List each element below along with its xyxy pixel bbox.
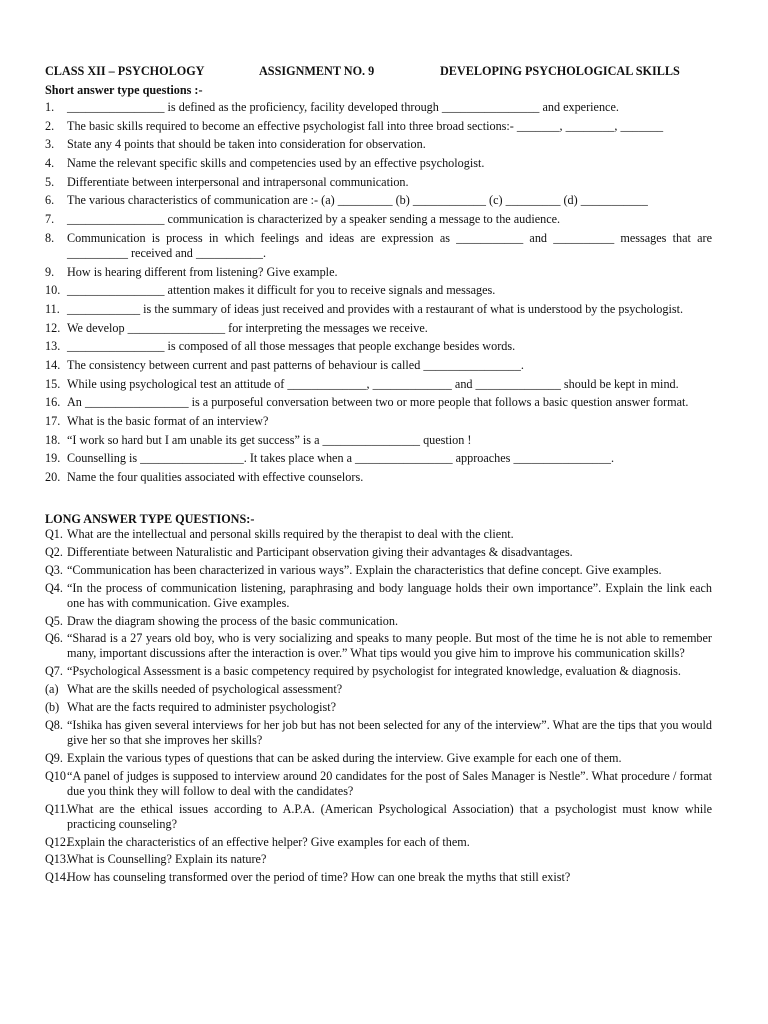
item-number: 7. (45, 212, 55, 227)
item-text: What are the skills needed of psychological assessment? (67, 682, 343, 697)
list-item (45, 870, 712, 885)
list-item (45, 395, 712, 410)
item-number: Q10 (45, 768, 66, 783)
item-text: An _________________ is a purposeful conversation between two or more people that follows a basic question answer format. (67, 395, 689, 410)
item-text: “In the process of communication listening, paraphrasing and body language holds their own importance”. Explain the link each one has with communication. Give examples. (67, 580, 712, 610)
item-number: 17. (45, 414, 61, 428)
list-item (45, 175, 712, 190)
item-number: 6. (45, 193, 55, 208)
item-text: “Ishika has given several interviews for her job but has not been selected for any of the interview”. What are the tips that you would give her so that she improves her skills? (67, 718, 712, 748)
list-item (45, 527, 712, 542)
item-number: 19. (45, 451, 61, 466)
list-item (45, 802, 712, 832)
item-text: What are the ethical issues according to A.P.A. (American Psychological Association) that a psychologist must know while practicing counseling? (67, 801, 712, 831)
item-text: Explain the characteristics of an effective helper? Give examples for each of them. (67, 834, 470, 849)
list-item (45, 156, 712, 171)
item-text: “Communication has been characterized in various ways”. Explain the characteristics that define concept. Give examples. (67, 562, 662, 577)
long-answer-title: LONG ANSWER TYPE QUESTIONS:- (45, 512, 255, 526)
item-text: ________________ is defined as the proficiency, facility developed through ________________ and experience. (67, 100, 619, 114)
list-item (45, 321, 712, 336)
item-number: Q8. (45, 718, 63, 733)
list-item (45, 231, 712, 261)
item-text: Differentiate between interpersonal and intrapersonal communication. (67, 174, 409, 189)
item-number: 8. (45, 230, 55, 245)
item-number: 18. (45, 432, 61, 447)
item-text: Counselling is _________________. It takes place when a ________________ approaches ________________. (67, 451, 615, 466)
item-text: While using psychological test an attitude of _____________, _____________ and ______________ should be kept in mind. (67, 376, 679, 391)
topic-label: DEVELOPING PSYCHOLOGICAL SKILLS (440, 64, 680, 78)
item-number: (a) (45, 682, 59, 697)
item-number: 12. (45, 320, 61, 335)
item-number: Q7. (45, 664, 63, 679)
list-item (45, 835, 712, 850)
class-label: CLASS XII – PSYCHOLOGY (45, 64, 205, 78)
item-number: Q9. (45, 750, 63, 765)
item-number: Q3. (45, 562, 63, 577)
list-item (45, 718, 712, 748)
item-number: (b) (45, 700, 60, 715)
item-number: 2. (45, 118, 55, 133)
item-text: Name the relevant specific skills and competencies used by an effective psychologist. (67, 156, 485, 171)
item-text: “I work so hard but I am unable its get success” is a ________________ question ! (67, 432, 472, 447)
list-item (45, 631, 712, 661)
item-text: We develop ________________ for interpreting the messages we receive. (67, 320, 428, 335)
item-text: The various characteristics of communication are :- (a) _________ (b) ____________ (c) _________ (d) ___________ (67, 193, 648, 208)
list-item (45, 769, 712, 799)
item-number: 11. (45, 301, 60, 316)
item-number: 14. (45, 357, 61, 372)
list-item (45, 119, 712, 134)
list-item (45, 212, 712, 227)
item-text: The basic skills required to become an effective psychologist fall into three broad sections:- _______, ________, _______ (67, 118, 664, 133)
list-item (45, 339, 712, 354)
item-text: Draw the diagram showing the process of the basic communication. (67, 613, 399, 628)
list-item (45, 302, 712, 317)
item-text: What are the facts required to administer psychologist? (67, 700, 337, 715)
list-item (45, 265, 712, 280)
list-item (45, 563, 712, 578)
item-number: 20. (45, 470, 61, 485)
list-item (45, 581, 712, 611)
list-item (45, 451, 712, 466)
item-number: 15. (45, 376, 61, 391)
list-item (45, 283, 712, 298)
item-number: Q2. (45, 544, 63, 559)
item-text: ________________ communication is characterized by a speaker sending a message to the audience. (67, 212, 561, 227)
list-item (45, 377, 712, 392)
list-item (45, 614, 712, 629)
item-text: Differentiate between Naturalistic and Participant observation giving their advantages & disadvantages. (67, 544, 573, 559)
item-number: Q4. (45, 580, 63, 595)
item-number: Q6. (45, 631, 63, 646)
item-number: Q1. (45, 527, 63, 541)
list-item (45, 751, 712, 766)
list-item (45, 358, 712, 373)
list-item (45, 545, 712, 560)
item-text: What are the intellectual and personal skills required by the therapist to deal with the client. (67, 527, 514, 541)
item-number: 1. (45, 100, 55, 114)
item-number: 4. (45, 156, 55, 171)
list-item (45, 682, 712, 697)
list-item (45, 433, 712, 448)
item-text: The consistency between current and past patterns of behaviour is called ________________. (67, 357, 524, 372)
list-item (45, 470, 712, 485)
item-number: 9. (45, 264, 55, 279)
item-text: “Psychological Assessment is a basic competency required by psychologist for integrated knowledge, evaluation & diagnosis. (67, 664, 681, 679)
item-text: What is the basic format of an interview? (67, 414, 269, 428)
item-number: 13. (45, 339, 61, 354)
item-text: State any 4 points that should be taken into consideration for observation. (67, 137, 426, 152)
item-number: 5. (45, 174, 55, 189)
item-text: “A panel of judges is supposed to interview around 20 candidates for the post of Sales Manager is Nestle”. What procedure / format due you think they will follow to deal with the candidates? (67, 768, 712, 798)
item-number: Q13. (45, 852, 70, 867)
list-item (45, 100, 712, 115)
item-text: What is Counselling? Explain its nature? (67, 852, 267, 867)
item-text: ____________ is the summary of ideas just received and provides with a restaurant of what is understood by the psychologist. (67, 301, 684, 316)
item-number: Q5. (45, 613, 63, 628)
item-text: ________________ is composed of all those messages that people exchange besides words. (67, 339, 516, 354)
list-item (45, 700, 712, 715)
item-text: How is hearing different from listening? Give example. (67, 264, 338, 279)
list-item (45, 193, 712, 208)
item-text: Communication is process in which feelings and ideas are expression as ___________ and __________ messages that are __________ received and ___________. (67, 230, 712, 260)
short-answer-list (45, 100, 712, 489)
list-item (45, 664, 712, 679)
item-number: Q14. (45, 870, 70, 885)
item-text: ________________ attention makes it difficult for you to receive signals and messages. (67, 283, 496, 298)
item-text: How has counseling transformed over the period of time? How can one break the myths that still exist? (67, 870, 571, 885)
item-text: Name the four qualities associated with effective counselors. (67, 470, 364, 485)
list-item (45, 414, 712, 429)
short-answer-title: Short answer type questions :- (45, 83, 203, 97)
list-item (45, 852, 712, 867)
item-number: 10. (45, 283, 61, 298)
item-number: 16. (45, 395, 61, 410)
item-number: 3. (45, 137, 55, 152)
item-text: “Sharad is a 27 years old boy, who is very socializing and speaks to many people. But most of the time he is not able to remember many, important discussions after the interaction is over.” What tips would you give him to improve his communication skills? (67, 631, 712, 661)
list-item (45, 137, 712, 152)
item-number: Q12. (45, 834, 70, 849)
long-answer-list (45, 527, 712, 888)
item-number: Q11. (45, 801, 69, 816)
item-text: Explain the various types of questions that can be asked during the interview. Give example for each one of them. (67, 750, 622, 765)
assignment-label: ASSIGNMENT NO. 9 (259, 64, 375, 78)
